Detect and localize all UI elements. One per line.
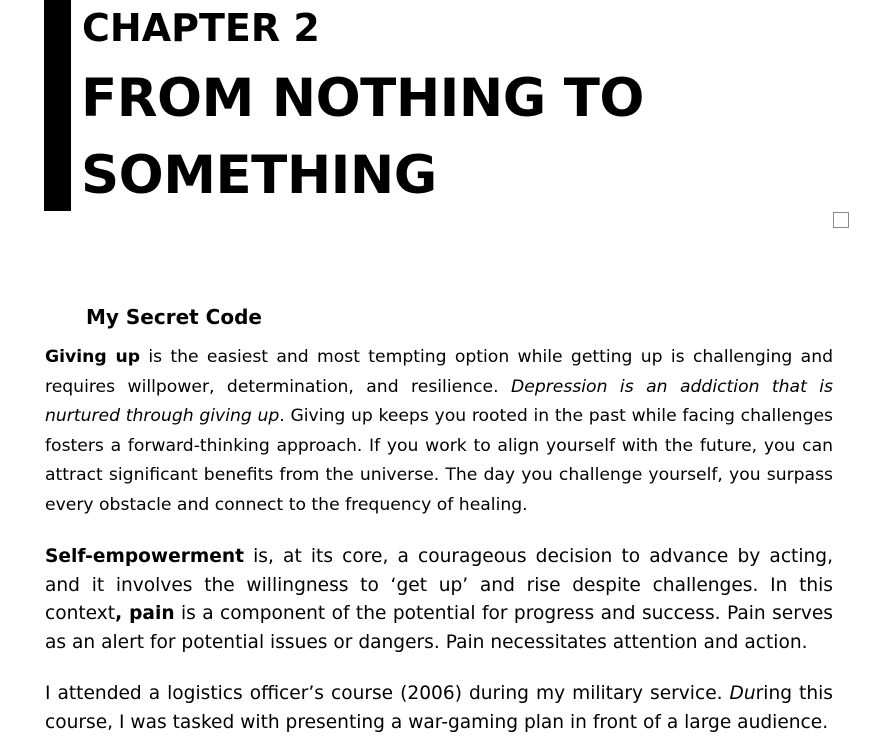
paragraph-text: is, at its core, a courageous decision to advance by acting, and it involves the willingness to ‘get up’ and rise despite challenges. In this context [45,546,833,624]
chapter-title: FROM NOTHING TO SOMETHING [81,68,644,206]
paragraph-giving-up [45,343,833,521]
paragraph-lead-term: Self-empowerment [45,546,244,567]
paragraph-self-empowerment [45,543,833,657]
chapter-accent-bar [44,0,71,211]
paragraph-text: I attended a logistics officer’s course (2006) during my military service. [45,683,730,704]
paragraph-text: ring this course, I was tasked with presenting a war-gaming plan in front of a large audience. [45,683,833,733]
paragraph-italic-text: Du [729,683,756,704]
chapter-label: CHAPTER 2 [82,6,320,50]
paragraph-text: is the easiest and most tempting option while getting up is challenging and requires willpower, determination, and resilience. [45,347,833,397]
paragraph-logistics-course [45,680,833,737]
checkbox[interactable] [833,212,849,228]
paragraph-lead-term: Giving up [45,347,141,367]
paragraph-bold-text: , pain [115,603,175,624]
paragraph-text: . Giving up keeps you rooted in the past while facing challenges fosters a forward-thinking approach. If you work to align yourself with the future, you can attract significant benefits from the universe. The day you challenge yourself, you surpass every obstacle and connect to the frequency of healing. [45,406,834,515]
paragraph-italic-text: Depression is an addiction that is nurtured through giving up [45,376,834,427]
paragraph-text: is a component of the potential for progress and success. Pain serves as an alert for potential issues or dangers. Pain necessitates attention and action. [45,603,833,653]
section-heading: My Secret Code [86,305,262,329]
